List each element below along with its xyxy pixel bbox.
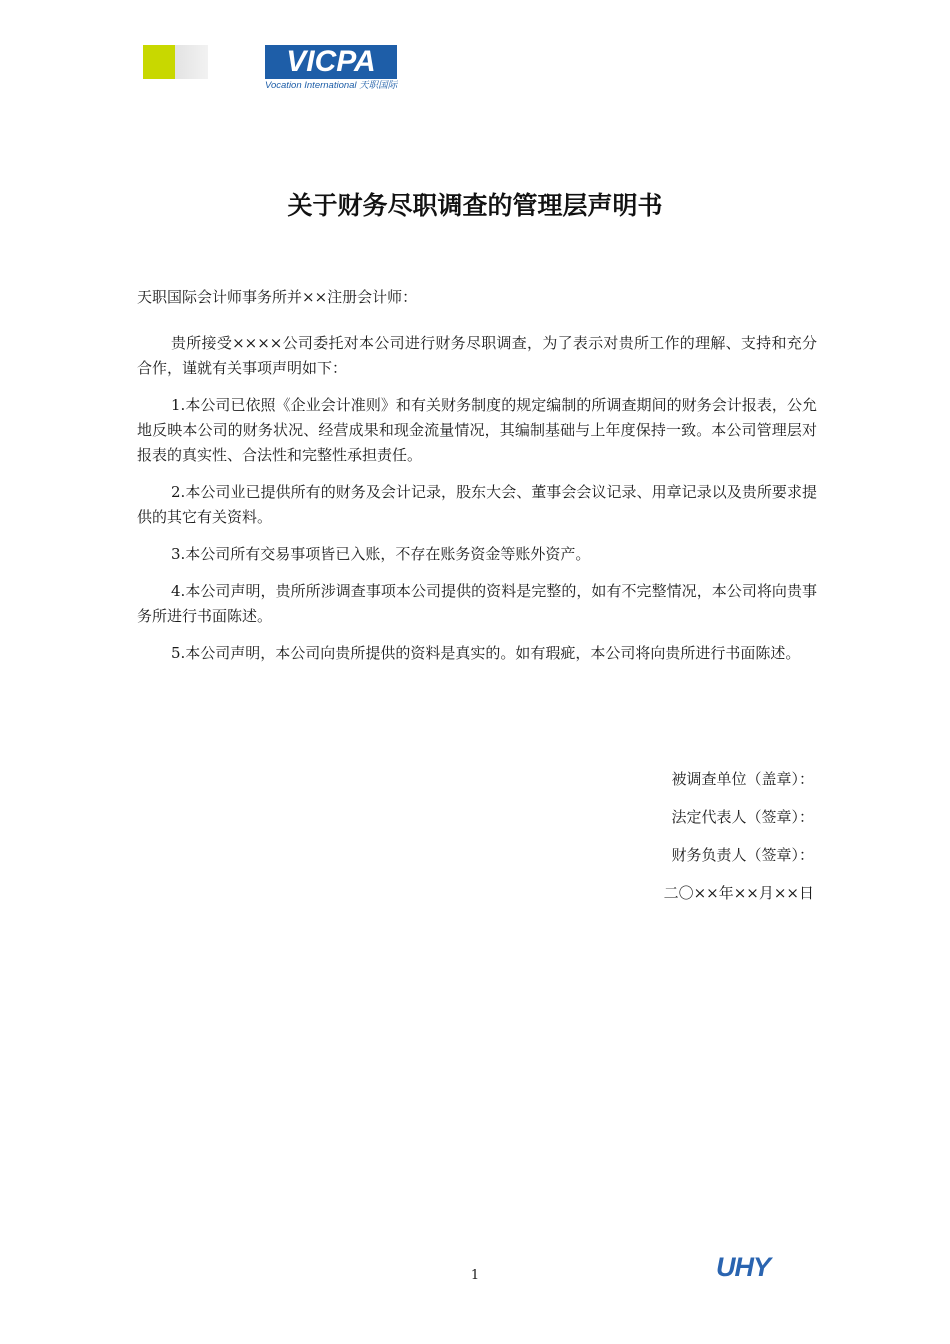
signature-finance-head [664, 843, 814, 881]
statement-item-1: 1.本公司已依照《企业会计准则》和有关财务制度的规定编制的所调查期间的财务会计报表，公允地反映本公司的财务状况、经营成果和现金流量情况，其编制基础与上年度保持一致。本公司管理层对报表的真实性、合法性和完整性承担责任。 [137, 396, 817, 464]
signature-date [664, 881, 814, 919]
statement-item-5: 5.本公司声明，本公司向贵所提供的资料是真实的。如有瑕疵，本公司将向贵所进行书面陈述。 [171, 644, 801, 662]
vicpa-logo-text: VICPA [265, 45, 397, 79]
signature-unit-label: 被调查单位（盖章）： [671, 770, 814, 788]
signature-legal-rep-label: 法定代表人（签章）： [671, 808, 814, 826]
uhy-logo: UHY [716, 1252, 771, 1282]
page-number: 1 [470, 1268, 480, 1283]
signature-block [664, 767, 814, 919]
statement-body [137, 331, 817, 678]
document-title: 关于财务尽职调查的管理层声明书 [287, 191, 663, 220]
vicpa-logo-subtitle: Vocation International 天职国际 [265, 80, 398, 91]
statement-item-3: 3.本公司所有交易事项皆已入账，不存在账务资金等账外资产。 [171, 545, 591, 563]
intro-paragraph: 贵所接受××××公司委托对本公司进行财务尽职调查，为了表示对贵所工作的理解、支持和充分合作，谨就有关事项声明如下： [137, 334, 817, 377]
gray-block [175, 45, 208, 79]
vicpa-logo [265, 45, 399, 95]
signature-unit [664, 767, 814, 805]
signature-legal-rep [664, 805, 814, 843]
addressee: 天职国际会计师事务所并××注册会计师： [137, 288, 418, 306]
statement-item-4: 4.本公司声明，贵所所涉调查事项本公司提供的资料是完整的，如有不完整情况，本公司将向贵事务所进行书面陈述。 [137, 582, 817, 625]
signature-finance-head-label: 财务负责人（签章）： [671, 846, 814, 864]
color-blocks-logo [143, 45, 208, 79]
green-block [143, 45, 175, 79]
signature-date-label: 二〇××年××月××日 [663, 884, 814, 902]
statement-item-2: 2.本公司业已提供所有的财务及会计记录，股东大会、董事会会议记录、用章记录以及贵所要求提供的其它有关资料。 [137, 483, 817, 526]
